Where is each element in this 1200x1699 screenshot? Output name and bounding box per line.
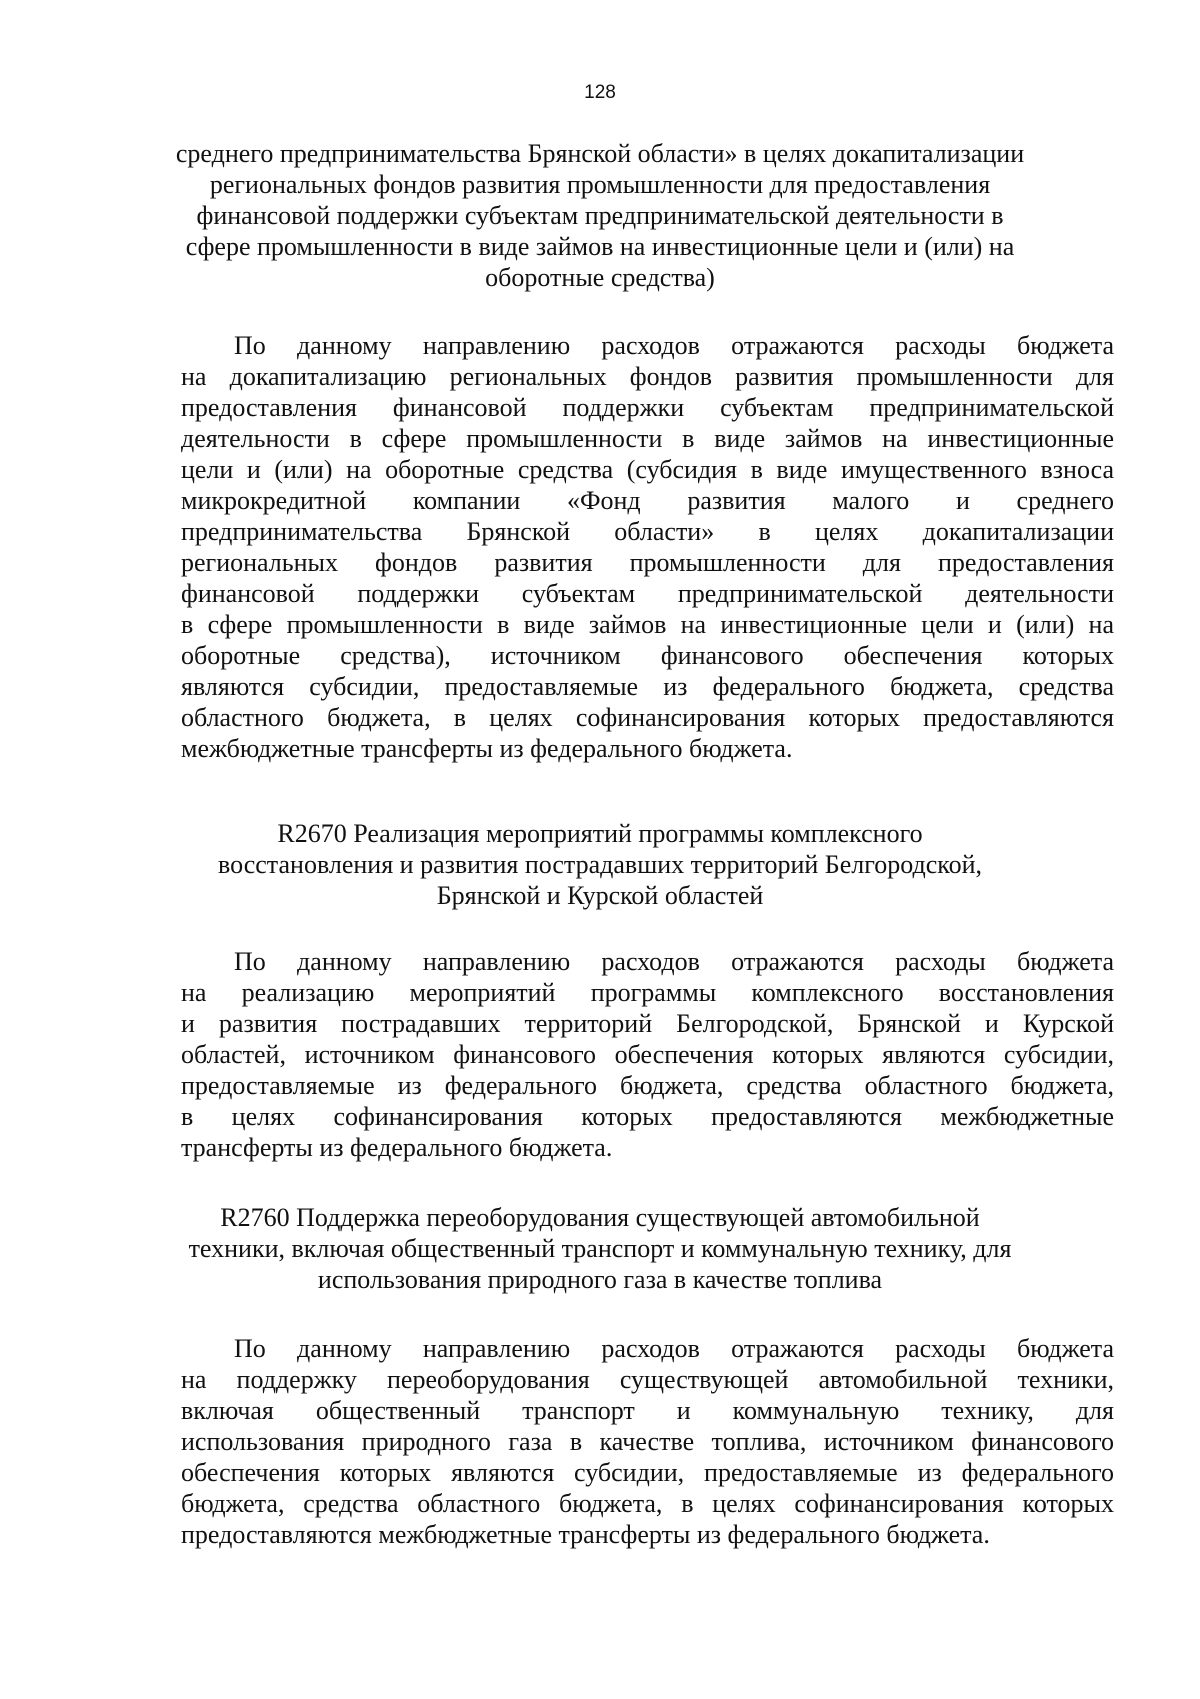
paragraph-line: По данному направлению расходов отражаются расходы бюджета [234, 331, 1114, 360]
heading-line: Брянской и Курской областей [436, 881, 764, 910]
paragraph-line: региональных фондов развития промышленности для предоставления [181, 548, 1114, 577]
heading-continuation [0, 138, 1200, 293]
paragraph-line: По данному направлению расходов отражаются расходы бюджета [234, 947, 1114, 976]
paragraph-line: предпринимательства Брянской области» в целях докапитализации [181, 517, 1114, 546]
heading-r2670 [0, 818, 1200, 911]
paragraph-line: на докапитализацию региональных фондов развития промышленности для [181, 362, 1114, 391]
paragraph-line: в сфере промышленности в виде займов на инвестиционные цели и (или) на [181, 610, 1114, 639]
heading-line: среднего предпринимательства Брянской области» в целях докапитализации [175, 139, 1025, 168]
paragraph-line: включая общественный транспорт и коммунальную технику, для [181, 1396, 1114, 1425]
paragraph-line: предоставляемые из федерального бюджета, средства областного бюджета, [181, 1071, 1114, 1100]
paragraph-line: обеспечения которых являются субсидии, предоставляемые из федерального [181, 1458, 1114, 1487]
paragraph-line: оборотные средства), источником финансового обеспечения которых [181, 641, 1114, 670]
paragraph-line: областей, источником финансового обеспечения которых являются субсидии, [181, 1040, 1114, 1069]
paragraph-line: По данному направлению расходов отражаются расходы бюджета [234, 1334, 1114, 1363]
page-number: 128 [584, 82, 616, 103]
heading-line: оборотные средства) [485, 263, 715, 292]
heading-line: R2760 Поддержка переоборудования существующей автомобильной [220, 1203, 980, 1232]
heading-line: восстановления и развития пострадавших территорий Белгородской, [217, 850, 983, 879]
paragraph-line: трансферты из федерального бюджета. [181, 1133, 613, 1162]
paragraph-line: в целях софинансирования которых предоставляются межбюджетные [181, 1102, 1114, 1131]
paragraph-line: цели и (или) на оборотные средства (субсидия в виде имущественного взноса [181, 455, 1114, 484]
paragraph-line: использования природного газа в качестве топлива, источником финансового [181, 1427, 1114, 1456]
paragraph-line: на поддержку переоборудования существующей автомобильной техники, [181, 1365, 1114, 1394]
heading-line: техники, включая общественный транспорт и коммунальную технику, для [188, 1234, 1012, 1263]
heading-line: сфере промышленности в виде займов на инвестиционные цели и (или) на [185, 232, 1015, 261]
paragraph-2 [181, 946, 1114, 1163]
heading-line: использования природного газа в качестве топлива [317, 1265, 883, 1294]
paragraph-line: предоставления финансовой поддержки субъектам предпринимательской [181, 393, 1114, 422]
paragraph-line: областного бюджета, в целях софинансирования которых предоставляются [181, 703, 1114, 732]
heading-line: финансовой поддержки субъектам предпринимательской деятельности в [196, 201, 1004, 230]
heading-line: региональных фондов развития промышленности для предоставления [209, 170, 991, 199]
paragraph-line: микрокредитной компании «Фонд развития малого и среднего [181, 486, 1114, 515]
paragraph-line: являются субсидии, предоставляемые из федерального бюджета, средства [181, 672, 1114, 701]
paragraph-line: деятельности в сфере промышленности в виде займов на инвестиционные [181, 424, 1114, 453]
paragraph-line: на реализацию мероприятий программы комплексного восстановления [181, 978, 1114, 1007]
paragraph-line: и развития пострадавших территорий Белгородской, Брянской и Курской [181, 1009, 1114, 1038]
paragraph-1 [181, 330, 1114, 764]
heading-r2760 [0, 1202, 1200, 1295]
paragraph-line: межбюджетные трансферты из федерального бюджета. [181, 734, 793, 763]
heading-line: R2670 Реализация мероприятий программы комплексного [277, 819, 923, 848]
paragraph-line: финансовой поддержки субъектам предпринимательской деятельности [181, 579, 1114, 608]
paragraph-line: бюджета, средства областного бюджета, в целях софинансирования которых [181, 1489, 1114, 1518]
paragraph-line: предоставляются межбюджетные трансферты из федерального бюджета. [181, 1520, 990, 1549]
paragraph-3 [181, 1333, 1114, 1550]
